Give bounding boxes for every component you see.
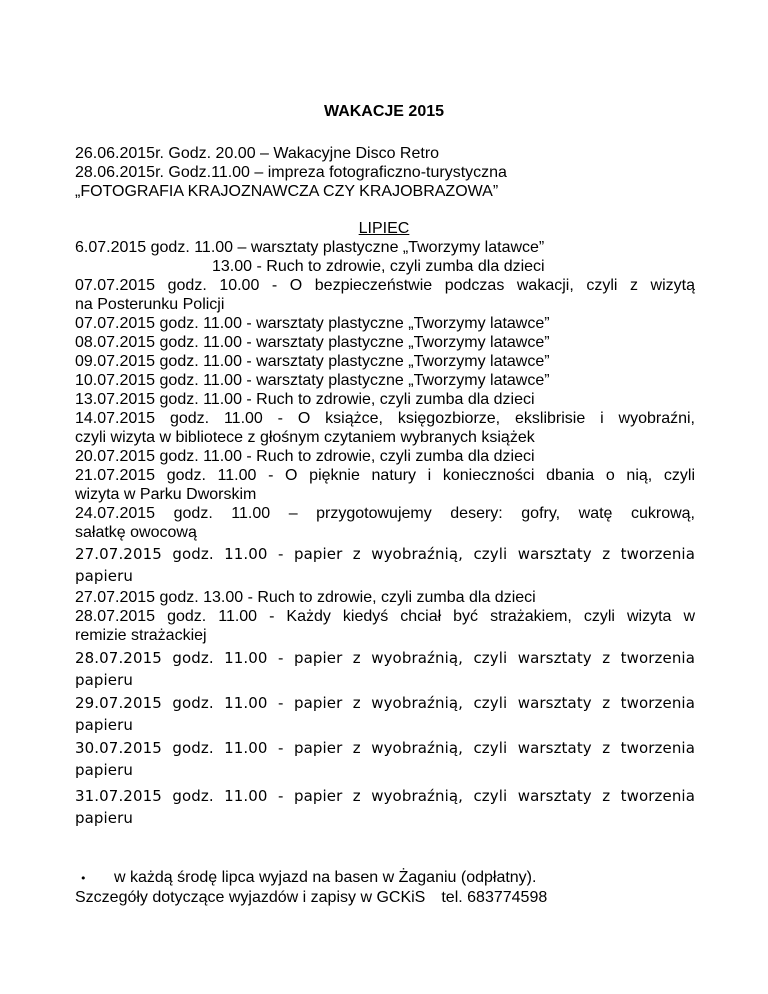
intro-line: 26.06.2015r. Godz. 20.00 – Wakacyjne Disco Retro — [75, 145, 440, 162]
schedule-line: 07.07.2015 godz. 10.00 - O bezpieczeństwie podczas wakacji, czyli z wizytą — [75, 277, 695, 294]
schedule-line: papieru — [75, 716, 134, 734]
schedule-line: papieru — [75, 809, 134, 827]
schedule-line: 28.07.2015 godz. 11.00 - Każdy kiedyś chciał być strażakiem, czyli wizyta w — [75, 608, 695, 625]
schedule-line: 09.07.2015 godz. 11.00 - warsztaty plastyczne „Tworzymy latawce” — [75, 353, 550, 370]
schedule-line: 08.07.2015 godz. 11.00 - warsztaty plastyczne „Tworzymy latawce” — [75, 334, 550, 351]
intro-line: „FOTOGRAFIA KRAJOZNAWCZA CZY KRAJOBRAZOWA” — [75, 183, 499, 200]
schedule-line: 30.07.2015 godz. 11.00 - papier z wyobraźnią, czyli warsztaty z tworzenia — [75, 739, 695, 757]
schedule-line: sałatkę owocową — [75, 524, 197, 541]
schedule-line: 20.07.2015 godz. 11.00 - Ruch to zdrowie, czyli zumba dla dzieci — [75, 448, 535, 465]
schedule-line: 28.07.2015 godz. 11.00 - papier z wyobraźnią, czyli warsztaty z tworzenia — [75, 649, 695, 667]
schedule-line: czyli wizyta w bibliotece z głośnym czytaniem wybranych książek — [75, 429, 535, 446]
schedule-line: na Posterunku Policji — [75, 296, 225, 313]
footer-text: Szczegóły dotyczące wyjazdów i zapisy w GCKiS — [75, 889, 426, 906]
bullet-item: w każdą środę lipca wyjazd na basen w Żaganiu (odpłatny). — [114, 869, 537, 886]
schedule-line: 6.07.2015 godz. 11.00 – warsztaty plastyczne „Tworzymy latawce” — [75, 239, 545, 256]
schedule-line: 27.07.2015 godz. 13.00 - Ruch to zdrowie, czyli zumba dla dzieci — [75, 589, 536, 606]
schedule-line: 31.07.2015 godz. 11.00 - papier z wyobraźnią, czyli warsztaty z tworzenia — [75, 787, 695, 805]
schedule-line: 29.07.2015 godz. 11.00 - papier z wyobraźnią, czyli warsztaty z tworzenia — [75, 694, 695, 712]
schedule-line: papieru — [75, 761, 134, 779]
footer-phone: tel. 683774598 — [441, 889, 548, 906]
document-title: WAKACJE 2015 — [323, 103, 445, 120]
schedule-line: papieru — [75, 671, 134, 689]
schedule-line: 14.07.2015 godz. 11.00 - O książce, księgozbiorze, ekslibrisie i wyobraźni, — [75, 410, 695, 427]
schedule-line: 07.07.2015 godz. 11.00 - warsztaty plastyczne „Tworzymy latawce” — [75, 315, 550, 332]
schedule-line: 24.07.2015 godz. 11.00 – przygotowujemy desery: gofry, watę cukrową, — [75, 505, 695, 522]
month-heading: LIPIEC — [358, 220, 410, 237]
bullet-icon: • — [80, 872, 87, 885]
schedule-line: wizyta w Parku Dworskim — [75, 486, 257, 503]
schedule-line: remizie strażackiej — [75, 627, 207, 644]
intro-line: 28.06.2015r. Godz.11.00 – impreza fotograficzno-turystyczna — [75, 164, 507, 181]
schedule-line: 10.07.2015 godz. 11.00 - warsztaty plastyczne „Tworzymy latawce” — [75, 372, 550, 389]
footer-line — [75, 889, 547, 907]
schedule-line: 13.00 - Ruch to zdrowie, czyli zumba dla dzieci — [212, 258, 545, 275]
schedule-line: 13.07.2015 godz. 11.00 - Ruch to zdrowie, czyli zumba dla dzieci — [75, 391, 535, 408]
schedule-line: papieru — [75, 567, 134, 585]
schedule-line: 27.07.2015 godz. 11.00 - papier z wyobraźnią, czyli warsztaty z tworzenia — [75, 545, 695, 563]
schedule-line: 21.07.2015 godz. 11.00 - O pięknie natury i konieczności dbania o nią, czyli — [75, 467, 695, 484]
